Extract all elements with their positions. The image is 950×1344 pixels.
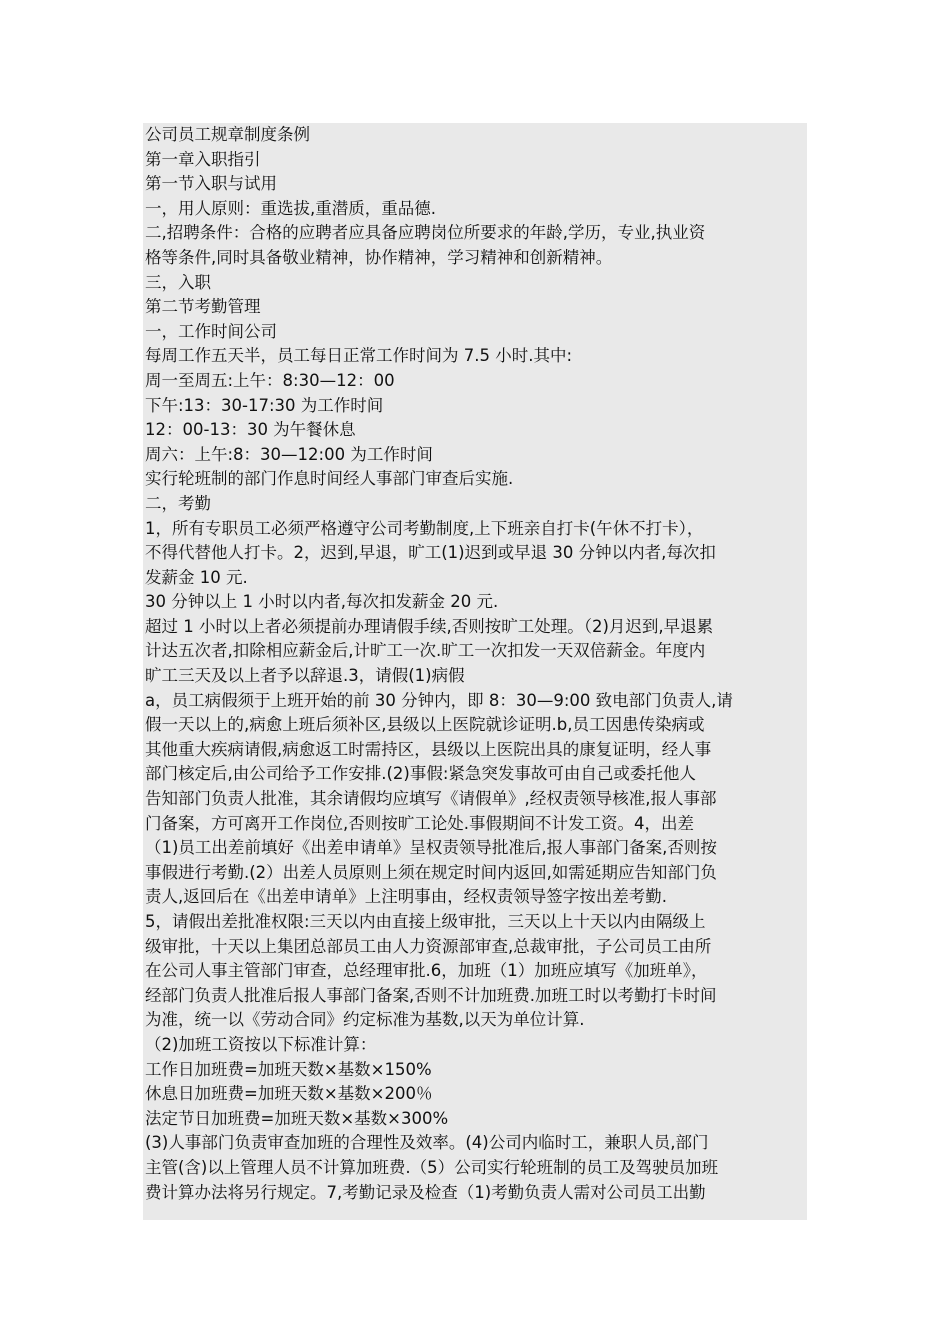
text-line: 计达五次者,扣除相应薪金后,计旷工一次.旷工一次扣发一天双倍薪金。年度内 [145, 641, 706, 661]
text-line: 公司员工规章制度条例 [145, 125, 310, 144]
text-line: (3)人事部门负责审查加班的合理性及效率。(4)公司内临时工，兼职人员,部门 [145, 1133, 709, 1153]
text-line: 第一章入职指引 [145, 149, 261, 169]
text-line: 12：00-13：30 为午餐休息 [145, 420, 356, 440]
text-line: 部门核定后,由公司给予工作安排.(2)事假:紧急突发事故可由自己或委托他人 [145, 764, 696, 784]
text-line: 第二节考勤管理 [145, 297, 261, 317]
text-line: 周六：上午:8：30—12:00 为工作时间 [145, 444, 433, 464]
text-line: 责人,返回后在《出差申请单》上注明事由，经权责领导签字按出差考勤. [145, 887, 667, 907]
text-line: 在公司人事主管部门审查，总经理审批.6，加班（1）加班应填写《加班单》， [145, 961, 708, 981]
text-line: 一，工作时间公司 [145, 321, 277, 341]
text-line: 主管(含)以上管理人员不计算加班费.（5）公司实行轮班制的员工及驾驶员加班 [145, 1157, 719, 1177]
text-line: （2)加班工资按以下标准计算： [145, 1034, 377, 1054]
text-line: 发薪金 10 元. [145, 567, 248, 587]
text-line: 格等条件,同时具备敬业精神，协作精神，学习精神和创新精神。 [145, 247, 613, 267]
text-line: 事假进行考勤.(2）出差人员原则上须在规定时间内返回,如需延期应告知部门负 [145, 862, 717, 882]
text-line: 旷工三天及以上者予以辞退.3，请假(1)病假 [145, 666, 465, 686]
text-line: 5，请假出差批准权限:三天以内由直接上级审批，三天以上十天以内由隔级上 [145, 912, 706, 931]
text-line: 告知部门负责人批准，其余请假均应填写《请假单》,经权责领导核准,报人事部 [145, 789, 717, 809]
text-line: 一，用人原则：重选拔,重潜质，重品德. [145, 198, 436, 218]
text-line: 不得代替他人打卡。2，迟到,早退，旷工(1)迟到或早退 30 分钟以内者,每次扣 [145, 543, 716, 563]
text-line: 休息日加班费=加班天数×基数×200％ [145, 1084, 433, 1104]
text-line: 工作日加班费=加班天数×基数×150% [145, 1059, 432, 1079]
text-line: 二,招聘条件：合格的应聘者应具备应聘岗位所要求的年龄,学历，专业,执业资 [145, 223, 706, 243]
text-line: a，员工病假须于上班开始的前 30 分钟内，即 8：30—9:00 致电部门负责人,请 [145, 690, 733, 710]
text-line: 经部门负责人批准后报人事部门备案,否则不计加班费.加班工时以考勤打卡时间 [145, 985, 717, 1005]
text-line: 超过 1 小时以上者必须提前办理请假手续,否则按旷工处理。（2)月迟到,早退累 [145, 616, 714, 636]
text-line: 下午:13：30-17:30 为工作时间 [145, 395, 384, 415]
text-line: 法定节日加班费=加班天数×基数×300% [145, 1108, 449, 1128]
text-line: 周一至周五:上午：8:30—12：00 [145, 370, 395, 390]
text-line: 费计算办法将另行规定。7,考勤记录及检查（1)考勤负责人需对公司员工出勤 [145, 1182, 706, 1202]
text-line: （1)员工出差前填好《出差申请单》呈权责领导批准后,报人事部门备案,否则按 [145, 838, 717, 858]
text-line: 1，所有专职员工必须严格遵守公司考勤制度,上下班亲自打卡(午休不打卡）， [145, 518, 704, 538]
text-line: 30 分钟以上 1 小时以内者,每次扣发薪金 20 元. [145, 592, 499, 612]
text-line: 门备案，方可离开工作岗位,否则按旷工论处.事假期间不计发工资。4，出差 [145, 813, 694, 833]
text-line: 其他重大疾病请假,病愈返工时需持区，县级以上医院出具的康复证明，经人事 [145, 739, 712, 759]
text-line: 假一天以上的,病愈上班后须补区,县级以上医院就诊证明.b,员工因患传染病或 [145, 715, 705, 735]
text-line: 三，入职 [145, 272, 211, 292]
text-line: 为准，统一以《劳动合同》约定标准为基数,以天为单位计算. [145, 1010, 585, 1030]
text-line: 第一节入职与试用 [145, 174, 277, 194]
text-line: 级审批，十天以上集团总部员工由人力资源部审查,总裁审批，子公司员工由所 [145, 936, 712, 956]
document-text-block [143, 123, 807, 1220]
text-line: 二，考勤 [145, 493, 211, 513]
text-line: 实行轮班制的部门作息时间经人事部门审查后实施. [145, 469, 514, 489]
text-line: 每周工作五天半，员工每日正常工作时间为 7.5 小时.其中: [145, 346, 573, 366]
